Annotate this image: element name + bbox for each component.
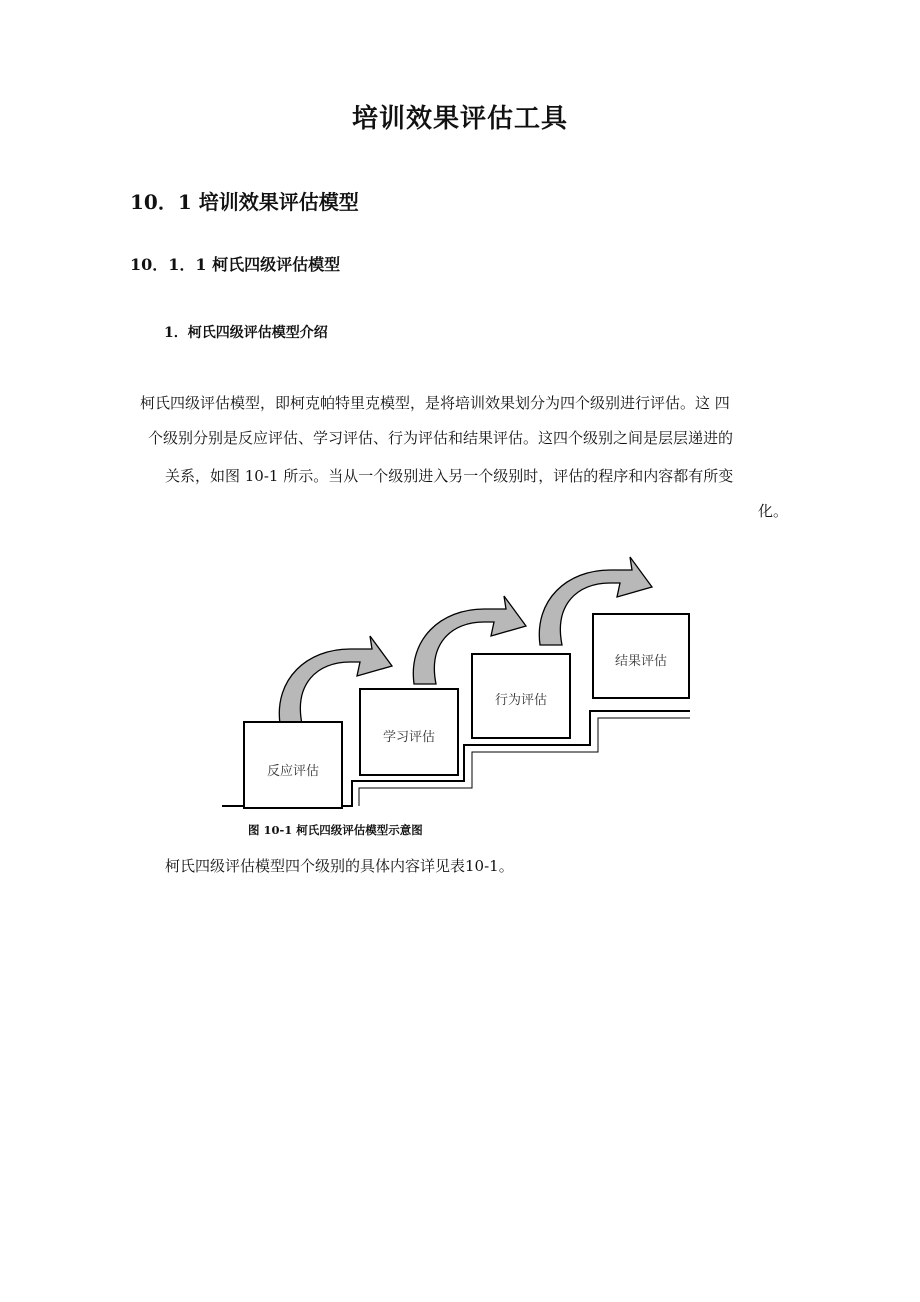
paragraph-line-4: 化。 [758, 502, 789, 520]
section-heading: 10．1 培训效果评估模型 [130, 190, 359, 214]
figure-caption: 图 10-1 柯氏四级评估模型示意图 [248, 823, 423, 837]
subsection-heading: 10．1．1 柯氏四级评估模型 [130, 255, 341, 274]
level-label-reaction: 反应评估 [266, 764, 320, 779]
paragraph-line-3: 关系，如图 10-1 所示。当从一个级别进入另一个级别时，评估的程序和内容都有所变 [165, 467, 734, 485]
kirkpatrick-figure [222, 554, 702, 839]
item-heading: 1．柯氏四级评估模型介绍 [164, 325, 328, 341]
after-figure-text: 柯氏四级评估模型四个级别的具体内容详见表10-1。 [165, 857, 514, 875]
level-label-learning: 学习评估 [382, 730, 436, 745]
level-label-behavior: 行为评估 [494, 693, 548, 708]
paragraph-line-1: 柯氏四级评估模型，即柯克帕特里克模型，是将培训效果划分为四个级别进行评估。这 四 [140, 394, 730, 412]
page-title: 培训效果评估工具 [351, 104, 568, 134]
staircase-diagram [222, 554, 702, 839]
level-label-results: 结果评估 [614, 654, 668, 669]
paragraph-line-2: 个级别分别是反应评估、学习评估、行为评估和结果评估。这四个级别之间是层层递进的 [148, 429, 734, 447]
